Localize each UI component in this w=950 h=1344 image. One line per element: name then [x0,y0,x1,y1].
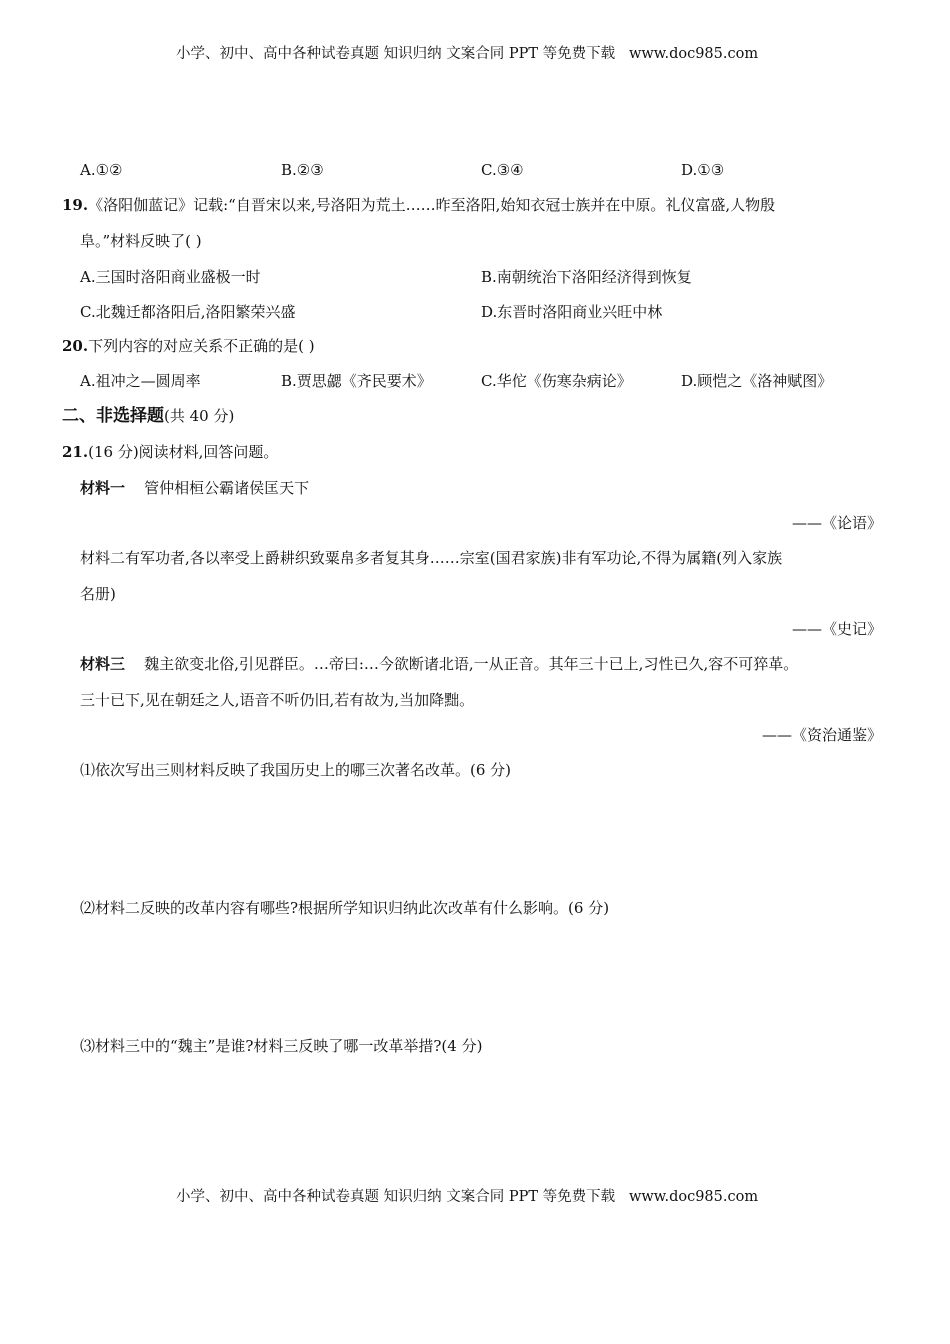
material-3-text: 魏主欲变北俗,引见群臣。…帝曰:…今欲断诸北语,一从正音。其年三十已上,习性已久,容不可猝革。 [144,655,799,673]
material-1-source: ——《论语》 [791,514,882,532]
material-1-text: 管仲相桓公霸诸侯匡天下 [144,479,310,497]
q19-stem-line1 [62,196,775,214]
q21-text: (16 分)阅读材料,回答问题。 [88,443,279,461]
q19-option-a: A.三国时洛阳商业盛极一时 [80,268,261,286]
q20-stem [62,337,315,355]
q20-option-c: C.华佗《伤寒杂病论》 [481,372,632,390]
material-3-line1 [80,655,798,673]
q21-subquestion-3: ⑶材料三中的“魏主”是谁?材料三反映了哪一改革举措?(4 分) [80,1037,483,1055]
header-text: 小学、初中、高中各种试卷真题 知识归纳 文案合同 PPT 等免费下载 [176,46,616,62]
page-header [176,46,758,63]
material-3-line2: 三十已下,见在朝廷之人,语音不听仍旧,若有故为,当加降黜。 [80,691,475,709]
section-title: 二、非选择题 [62,406,164,426]
material-2-line1: 材料二有军功者,各以率受上爵耕织致粟帛多者复其身……宗室(国君家族)非有军功论,不得为属籍(列入家族 [80,549,783,567]
q19-text-line1: 《洛阳伽蓝记》记载:“自晋宋以来,号洛阳为荒土……昨至洛阳,始知衣冠士族并在中原。礼仪富盛,人物殷 [88,196,776,214]
q21-stem [62,443,278,461]
footer-url: www.doc985.com [628,1189,759,1205]
material-1-label: 材料一 [80,479,126,497]
material-2-source: ——《史记》 [791,620,882,638]
q21-subquestion-1: ⑴依次写出三则材料反映了我国历史上的哪三次著名改革。(6 分) [80,761,512,779]
q21-number: 21. [62,443,89,461]
material-3-source: ——《资治通鉴》 [761,726,882,744]
q20-option-b: B.贾思勰《齐民要术》 [281,372,432,390]
material-2-line2: 名册) [80,585,116,603]
q18-option-b: B.②③ [281,161,324,179]
section-note: (共 40 分) [164,407,235,425]
header-url: www.doc985.com [628,46,759,62]
q20-option-a: A.祖冲之—圆周率 [80,372,201,390]
section-heading [62,406,234,426]
q19-stem-line2: 阜。”材料反映了( ) [80,232,202,250]
q19-number: 19. [62,196,89,214]
q20-text: 下列内容的对应关系不正确的是( ) [88,337,315,355]
material-3-label: 材料三 [80,655,126,673]
page-footer [176,1189,758,1206]
q21-subquestion-2: ⑵材料二反映的改革内容有哪些?根据所学知识归纳此次改革有什么影响。(6 分) [80,899,610,917]
q18-option-c: C.③④ [481,161,524,179]
q19-option-c: C.北魏迁都洛阳后,洛阳繁荣兴盛 [80,303,296,321]
q19-option-d: D.东晋时洛阳商业兴旺中林 [481,303,663,321]
q20-option-d: D.顾恺之《洛神赋图》 [681,372,833,390]
q18-option-d: D.①③ [681,161,725,179]
q20-number: 20. [62,337,89,355]
material-1 [80,479,309,497]
footer-text: 小学、初中、高中各种试卷真题 知识归纳 文案合同 PPT 等免费下载 [176,1189,616,1205]
q19-option-b: B.南朝统治下洛阳经济得到恢复 [481,268,692,286]
q18-option-a: A.①② [80,161,123,179]
